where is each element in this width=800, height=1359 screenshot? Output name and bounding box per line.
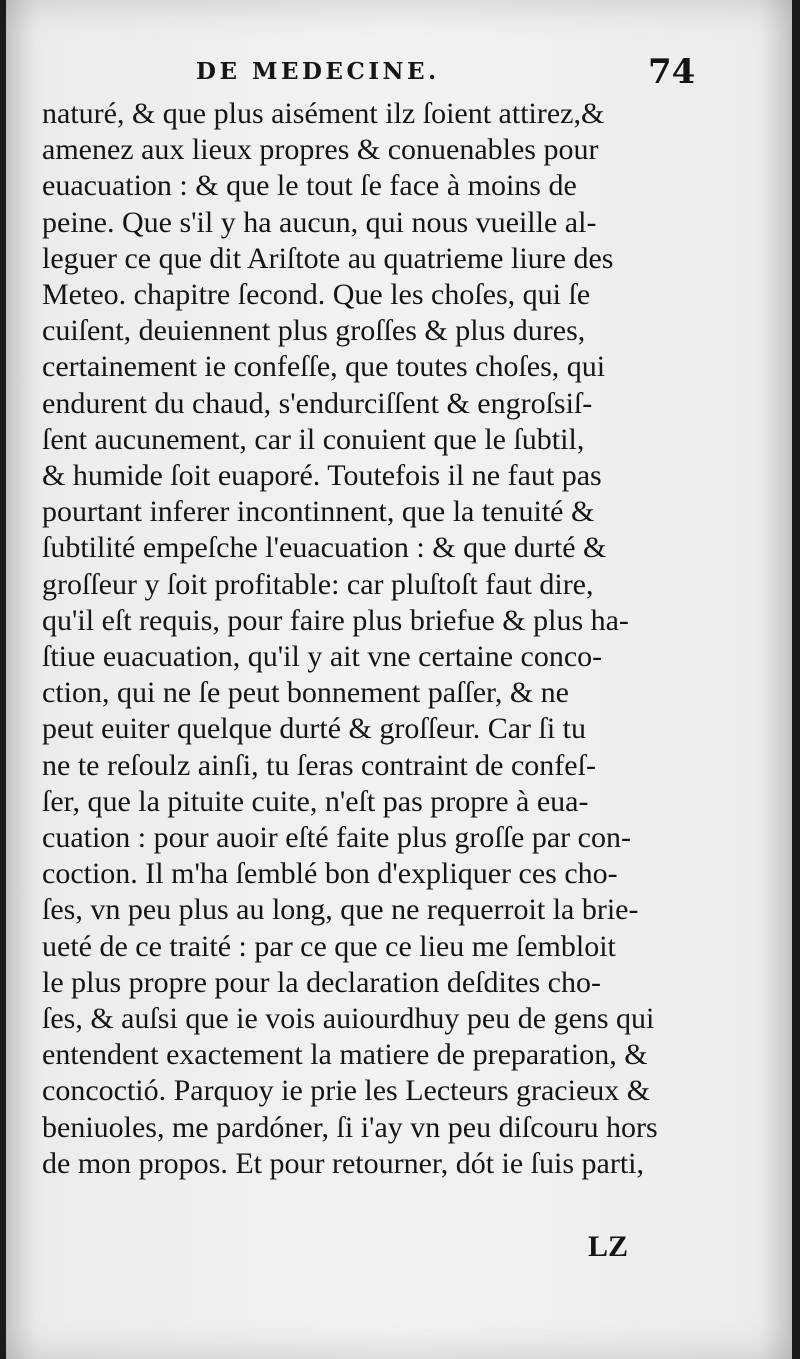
text-line: pourtant inferer incontinnent, que la tenuité & xyxy=(42,495,595,529)
page-number: 74 xyxy=(648,52,696,92)
text-line: ction, qui ne ſe peut bonnement paſſer, & ne xyxy=(42,676,569,710)
text-line: groſſeur y ſoit profitable: car pluſtoſt faut dire, xyxy=(42,567,594,601)
text-line: beniuoles, me pardóner, ſi i'ay vn peu diſcouru hors xyxy=(42,1110,658,1144)
running-head: DE MEDECINE. xyxy=(196,58,440,85)
text-line: cuation : pour auoir eſté faite plus groſſe par con- xyxy=(42,821,631,855)
text-line: endurent du chaud, s'endurciſſent & engroſsiſ- xyxy=(42,386,593,420)
text-line: ſent aucunement, car il conuient que le ſubtil, xyxy=(42,422,585,456)
text-line: de mon propos. Et pour retourner, dót ie ſuis parti, xyxy=(42,1146,645,1180)
text-line: leguer ce que dit Ariſtote au quatrieme liure des xyxy=(42,241,614,275)
text-line: cuiſent, deuiennent plus groſſes & plus dures, xyxy=(42,314,586,348)
text-line: euacuation : & que le tout ſe face à moins de xyxy=(42,169,577,203)
text-line: naturé, & que plus aisément ilz ſoient attirez,& xyxy=(42,97,605,130)
text-line: peine. Que s'il y ha aucun, qui nous vueille al- xyxy=(42,205,597,239)
text-line: amenez aux lieux propres & conuenables pour xyxy=(42,133,599,167)
text-line: ſer, que la pituite cuite, n'eſt pas propre à eua- xyxy=(42,784,589,818)
text-line: ueté de ce traité : par ce que ce lieu me ſembloit xyxy=(42,929,616,963)
text-line: peut euiter quelque durté & groſſeur. Car ſi tu xyxy=(42,712,587,746)
text-line: qu'il eſt requis, pour faire plus briefue & plus ha- xyxy=(42,603,629,637)
text-line: certainement ie confeſſe, que toutes choſes, qui xyxy=(42,350,606,384)
text-line: ſes, vn peu plus au long, que ne requerroit la brie- xyxy=(42,893,639,927)
text-line: & humide ſoit euaporé. Toutefois il ne faut pas xyxy=(42,459,602,493)
catchword: LZ xyxy=(588,1230,629,1263)
text-line: le plus propre pour la declaration deſdites cho- xyxy=(42,965,601,999)
text-line: ne te reſoulz ainſi, tu ſeras contraint de confeſ- xyxy=(42,748,596,782)
text-line: ſtiue euacuation, qu'il y ait vne certaine conco- xyxy=(42,640,603,674)
text-line: entendent exactement la matiere de preparation, & xyxy=(42,1038,648,1072)
text-line: coction. Il m'ha ſemblé bon d'expliquer ces cho- xyxy=(42,857,618,891)
text-line: concoctió. Parquoy ie prie les Lecteurs gracieux & xyxy=(42,1074,651,1108)
body-text xyxy=(42,96,742,1182)
book-page xyxy=(6,0,792,1359)
text-line: ſes, & auſsi que ie vois auiourdhuy peu de gens qui xyxy=(42,1002,655,1036)
text-line: Meteo. chapitre ſecond. Que les choſes, qui ſe xyxy=(42,278,591,312)
text-line: ſubtilité empeſche l'euacuation : & que durté & xyxy=(42,531,607,565)
